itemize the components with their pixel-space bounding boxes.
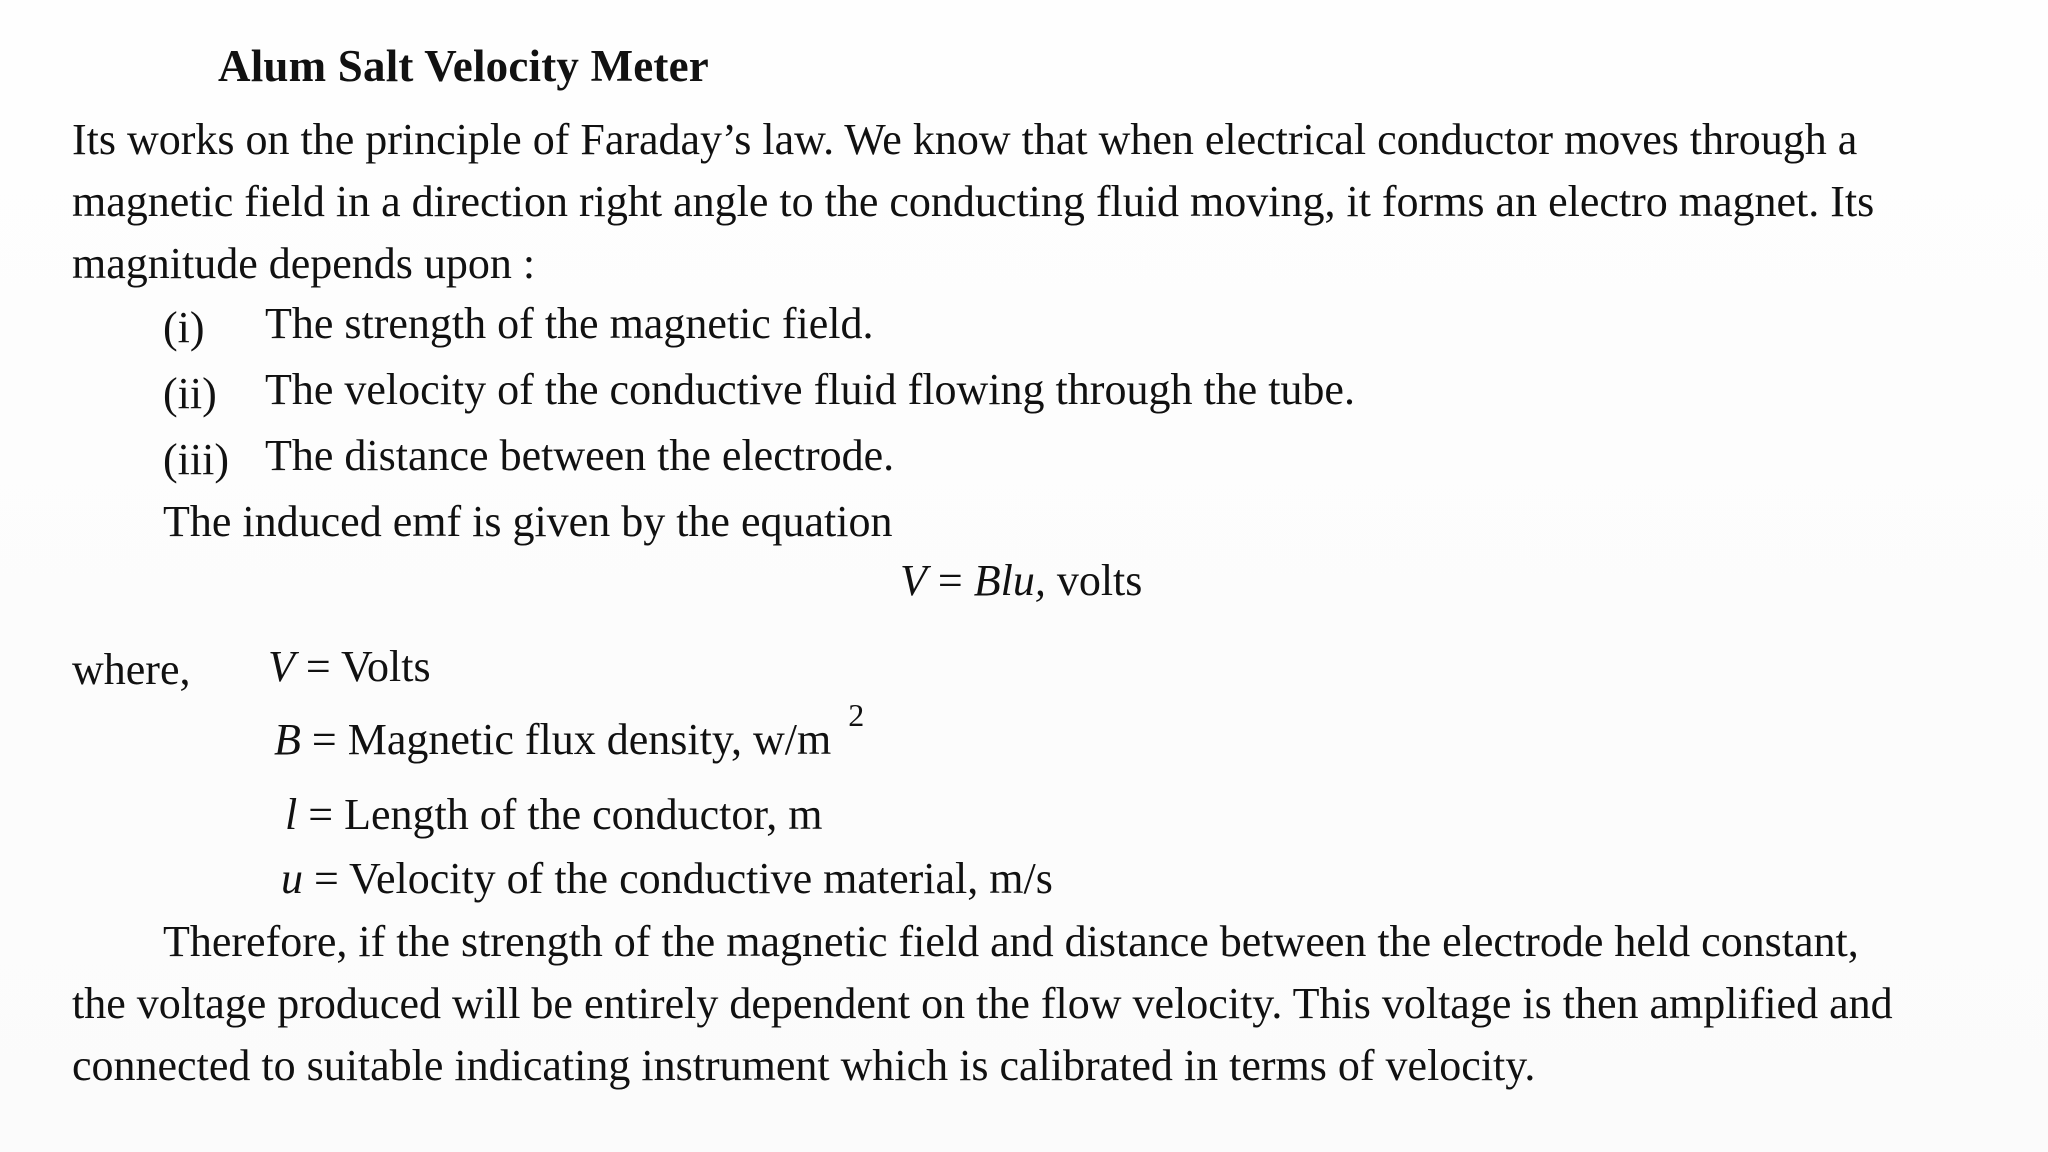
definition-text: Volts (340, 642, 431, 691)
definition-symbol: V (268, 642, 295, 691)
definition-equals: = (311, 715, 337, 764)
definition-equals: = (314, 854, 339, 903)
equation-unit: volts (1056, 556, 1143, 605)
equation-rhs: Blu, (973, 556, 1046, 605)
definition-symbol: B (274, 715, 301, 764)
conclusion-line-2: the voltage produced will be entirely dependent on the flow velocity. This voltage is then amplified and (72, 979, 1893, 1028)
intro-line-1: Its works on the principle of Faraday’s law. We know that when electrical conductor moves through a (72, 115, 1858, 164)
definition-equals: = (305, 642, 331, 691)
list-item-text: The distance between the electrode. (265, 431, 895, 480)
definition-row (274, 697, 865, 764)
equation-equals: = (937, 556, 963, 605)
definition-text: Magnetic flux density, w/m (347, 715, 832, 764)
where-label: where, (72, 645, 191, 694)
conclusion-line-3: connected to suitable indicating instrument which is calibrated in terms of velocity. (72, 1041, 1536, 1090)
equation (900, 556, 1143, 605)
equation-intro: The induced emf is given by the equation (163, 497, 893, 546)
equation-lhs: V (900, 556, 927, 605)
definition-symbol: u (281, 854, 303, 903)
definition-row (281, 854, 1053, 903)
conclusion-line-1: Therefore, if the strength of the magnetic field and distance between the electrode held constant, (163, 917, 1859, 966)
definition-text: Length of the conductor, m (344, 790, 823, 839)
definition-row (285, 790, 823, 839)
definition-row (268, 642, 431, 691)
intro-line-2: magnetic field in a direction right angle to the conducting fluid moving, it forms an electro magnet. Its (72, 177, 1875, 226)
definition-text: Velocity of the conductive material, m/s (349, 854, 1053, 903)
list-item-number: (ii) (163, 369, 217, 418)
list-item-number: (iii) (163, 435, 229, 484)
list-item-text: The strength of the magnetic field. (265, 299, 874, 348)
definition-symbol: l (285, 790, 298, 839)
list-item-number: (i) (163, 303, 205, 352)
definition-equals: = (308, 790, 334, 839)
intro-line-3: magnitude depends upon : (72, 239, 536, 288)
definition-superscript: 2 (848, 697, 865, 733)
list-item-text: The velocity of the conductive fluid flowing through the tube. (265, 365, 1355, 414)
page-title: Alum Salt Velocity Meter (218, 41, 709, 91)
